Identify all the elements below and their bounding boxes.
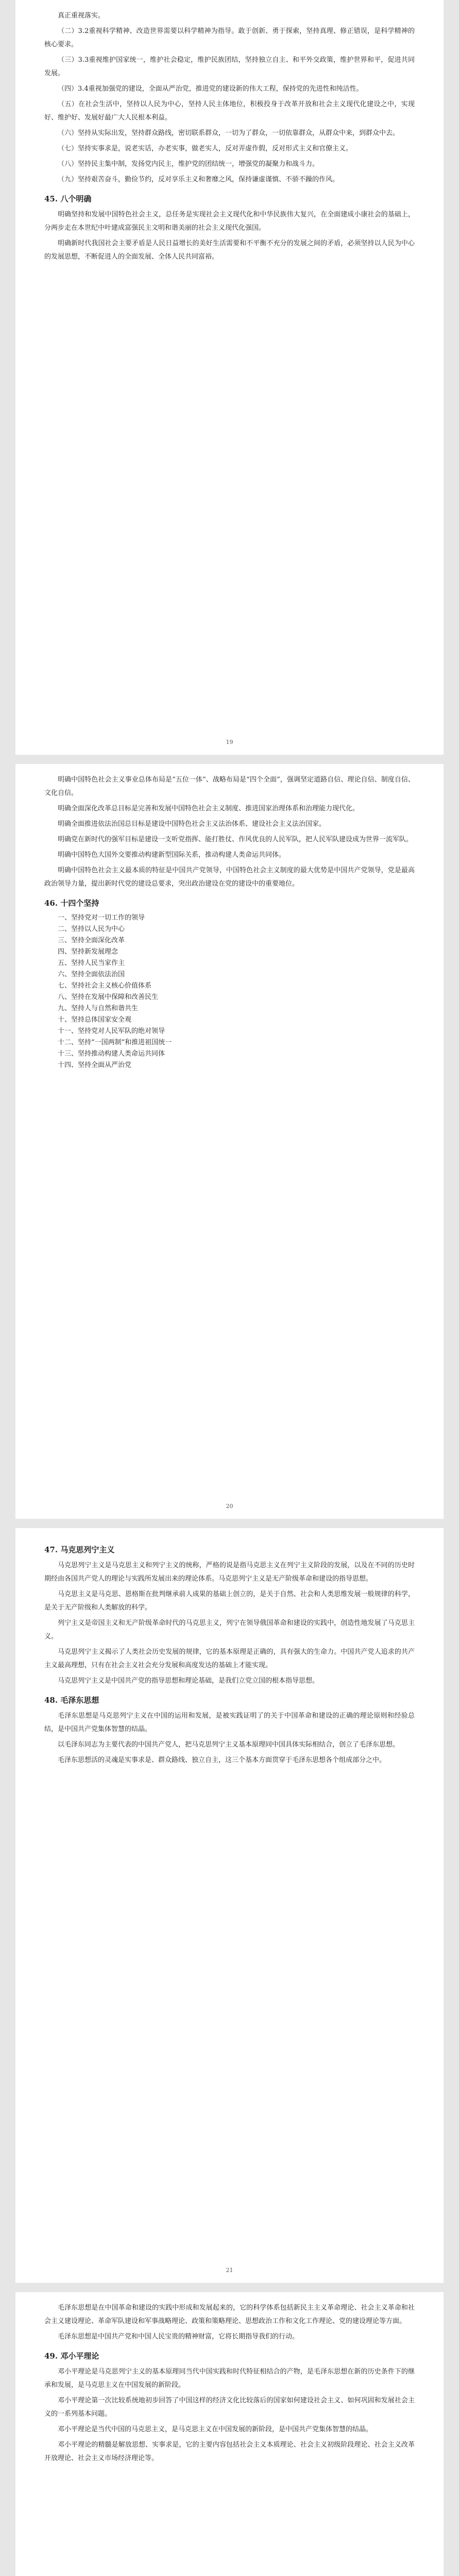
- paragraph: 毛泽东思想是马克思列宁主义在中国的运用和发展，是被实践证明了的关于中国革命和建设的正确的理论原则和经验总结，是中国共产党集体智慧的结晶。: [44, 1712, 415, 1733]
- paragraph: 邓小平理论是马克思列宁主义的基本原理同当代中国实践和时代特征相结合的产物，是毛泽东思想在新的历史条件下的继承和发展，是马克思主义在中国发展的新阶段。: [44, 2368, 415, 2389]
- paragraph: 明确中国特色社会主义事业总体布局是“五位一体”、战略布局是“四个全面”，强调坚定道路自信、理论自信、制度自信、文化自信。: [44, 776, 415, 797]
- paragraph: 马克思列宁主义是马克思主义和列宁主义的统称，严格的说是指马克思主义在列宁主义阶段的发展，以及在不同的历史时期经由各国共产党人的理论与实践所发展出来的理论体系。马克思列宁主义是无产阶级革命和建设的指导思想。: [44, 1562, 415, 1583]
- list-item: 二、坚持以人民为中心: [58, 925, 125, 933]
- paragraph: 明确坚持和发展中国特色社会主义，总任务是实现社会主义现代化和中华民族伟大复兴，在全面建成小康社会的基础上，分两步走在本世纪中叶建成富强民主文明和谐美丽的社会主义现代化强国。: [44, 211, 415, 232]
- paragraph: 明确全面深化改革总目标是完善和发展中国特色社会主义制度、推进国家治理体系和治理能力现代化。: [58, 805, 360, 812]
- paragraph: （三）3.3重视维护国家统一，维护社会稳定，维护民族团结，坚持独立自主、和平外交政策，维护世界和平，促进共同发展。: [44, 56, 415, 77]
- paragraph: 列宁主义是帝国主义和无产阶级革命时代的马克思主义，列宁在领导俄国革命和建设的实践中，创造性地发展了马克思主义。: [44, 1619, 415, 1640]
- list-item: 十二、坚持“一国两制”和推进祖国统一: [58, 1039, 172, 1046]
- paragraph: 马克思主义是马克思、恩格斯在批判继承前人成果的基础上创立的，是关于自然、社会和人类思维发展一般规律的科学，是关于无产阶级和人类解放的科学。: [44, 1590, 415, 1612]
- paragraph: 以毛泽东同志为主要代表的中国共产党人，把马克思列宁主义基本原理同中国具体实际相结合，创立了毛泽东思想。: [58, 1741, 400, 1749]
- paragraph: （五）在社会生活中，坚持以人民为中心，坚持人民主体地位，积极投身于改革开放和社会主义现代化建设之中，实现好、维护好、发展好最广大人民根本利益。: [44, 100, 415, 122]
- paragraph: （八）坚持民主集中制，发扬党内民主，维护党的团结统一，增强党的凝聚力和战斗力。: [58, 160, 319, 168]
- page-number: 20: [226, 1503, 233, 1510]
- paragraph: 明确党在新时代的强军目标是建设一支听党指挥、能打胜仗、作风优良的人民军队，把人民军队建设成为世界一流军队。: [58, 836, 413, 843]
- document-page-4: [15, 2292, 444, 2576]
- list-item: 六、坚持全面依法治国: [58, 971, 125, 978]
- list-item: 四、坚持新发展理念: [58, 948, 118, 956]
- paragraph: 毛泽东思想是中国共产党和中国人民宝贵的精神财富，它将长期指导我们的行动。: [58, 2333, 299, 2341]
- paragraph: 邓小平理论是当代中国的马克思主义，是马克思主义在中国发展的新阶段，是中国共产党集体智慧的结晶。: [58, 2426, 373, 2433]
- section-heading: 48. 毛泽东思想: [44, 1696, 99, 1705]
- document-page-1: [15, 0, 444, 755]
- paragraph: 邓小平理论第一次比较系统地初步回答了中国这样的经济文化比较落后的国家如何建设社会主义、如何巩固和发展社会主义的一系列基本问题。: [44, 2397, 415, 2418]
- list-item: 十四、坚持全面从严治党: [58, 1061, 132, 1069]
- paragraph: 邓小平理论的精髓是解放思想、实事求是，它的主要内容包括社会主义本质理论、社会主义初级阶段理论、社会主义改革开放理论、社会主义市场经济理论等。: [44, 2441, 415, 2462]
- paragraph: （九）坚持艰苦奋斗，勤俭节约，反对享乐主义和奢靡之风，保持谦虚谨慎、不骄不躁的作风。: [58, 176, 339, 183]
- paragraph: 明确中国特色大国外交要推动构建新型国际关系，推动构建人类命运共同体。: [58, 851, 286, 859]
- list-item: 十、坚持总体国家安全观: [58, 1016, 132, 1024]
- section-heading: 46. 十四个坚持: [44, 899, 99, 908]
- document-page-3: [15, 1528, 444, 2283]
- list-item: 三、坚持全面深化改革: [58, 937, 125, 944]
- list-item: 一、坚持党对一切工作的领导: [58, 914, 145, 922]
- paragraph: 毛泽东思想活的灵魂是实事求是、群众路线、独立自主，这三个基本方面贯穿于毛泽东思想各个组成部分之中。: [58, 1756, 386, 1764]
- list-item: 八、坚持在发展中保障和改善民生: [58, 993, 159, 1001]
- paragraph: （二）3.2重视科学精神、改造世界需要以科学精神为指导。敢于创新、勇于探索，坚持真理、修正错误，是科学精神的核心要求。: [44, 27, 415, 48]
- paragraph: （四）3.4重视加强党的建设，全面从严治党，推进党的建设新的伟大工程，保持党的先进性和纯洁性。: [58, 85, 363, 93]
- document-page-2: [15, 764, 444, 1519]
- section-heading: 47. 马克思列宁主义: [44, 1545, 115, 1554]
- page-number: 19: [226, 739, 233, 745]
- section-heading: 49. 邓小平理论: [44, 2351, 99, 2361]
- paragraph: 马克思列宁主义是中国共产党的指导思想和理论基础，是我们立党立国的根本指导思想。: [58, 1677, 319, 1685]
- paragraph: 明确全面推进依法治国总目标是建设中国特色社会主义法治体系、建设社会主义法治国家。: [58, 820, 326, 828]
- list-item: 七、坚持社会主义核心价值体系: [58, 982, 152, 990]
- list-item: 五、坚持人民当家作主: [58, 959, 125, 967]
- list-item: 十一、坚持党对人民军队的绝对领导: [58, 1027, 165, 1035]
- paragraph: 真正重视落实。: [58, 12, 105, 20]
- paragraph: （六）坚持从实际出发，坚持群众路线，密切联系群众，一切为了群众，一切依靠群众，从群众中来，到群众中去。: [58, 129, 400, 137]
- page-number: 21: [226, 2267, 233, 2274]
- paragraph: 毛泽东思想是在中国革命和建设的实践中形成和发展起来的，它的科学体系包括新民主主义革命理论、社会主义革命和社会主义建设理论、革命军队建设和军事战略理论、政策和策略理论、思想政治工作和文化工作理论、党的建设理论等方面。: [44, 2304, 415, 2325]
- paragraph: 明确中国特色社会主义最本质的特征是中国共产党领导，中国特色社会主义制度的最大优势是中国共产党领导，党是最高政治领导力量，提出新时代党的建设总要求，突出政治建设在党的建设中的重要地位。: [44, 867, 415, 888]
- paragraph: 明确新时代我国社会主要矛盾是人民日益增长的美好生活需要和不平衡不充分的发展之间的矛盾，必须坚持以人民为中心的发展思想，不断促进人的全面发展、全体人民共同富裕。: [44, 240, 415, 261]
- paragraph: 马克思列宁主义揭示了人类社会历史发展的规律，它的基本原理是正确的，具有强大的生命力。中国共产党人追求的共产主义最高理想，只有在社会主义社会充分发展和高度发达的基础上才能实现。: [44, 1648, 415, 1669]
- paragraph: （七）坚持实事求是，说老实话，办老实事，做老实人，反对弄虚作假，反对形式主义和官僚主义。: [58, 145, 353, 152]
- list-item: 十三、坚持推动构建人类命运共同体: [58, 1050, 165, 1058]
- section-heading: 45. 八个明确: [44, 194, 92, 204]
- list-item: 九、坚持人与自然和谐共生: [58, 1005, 139, 1012]
